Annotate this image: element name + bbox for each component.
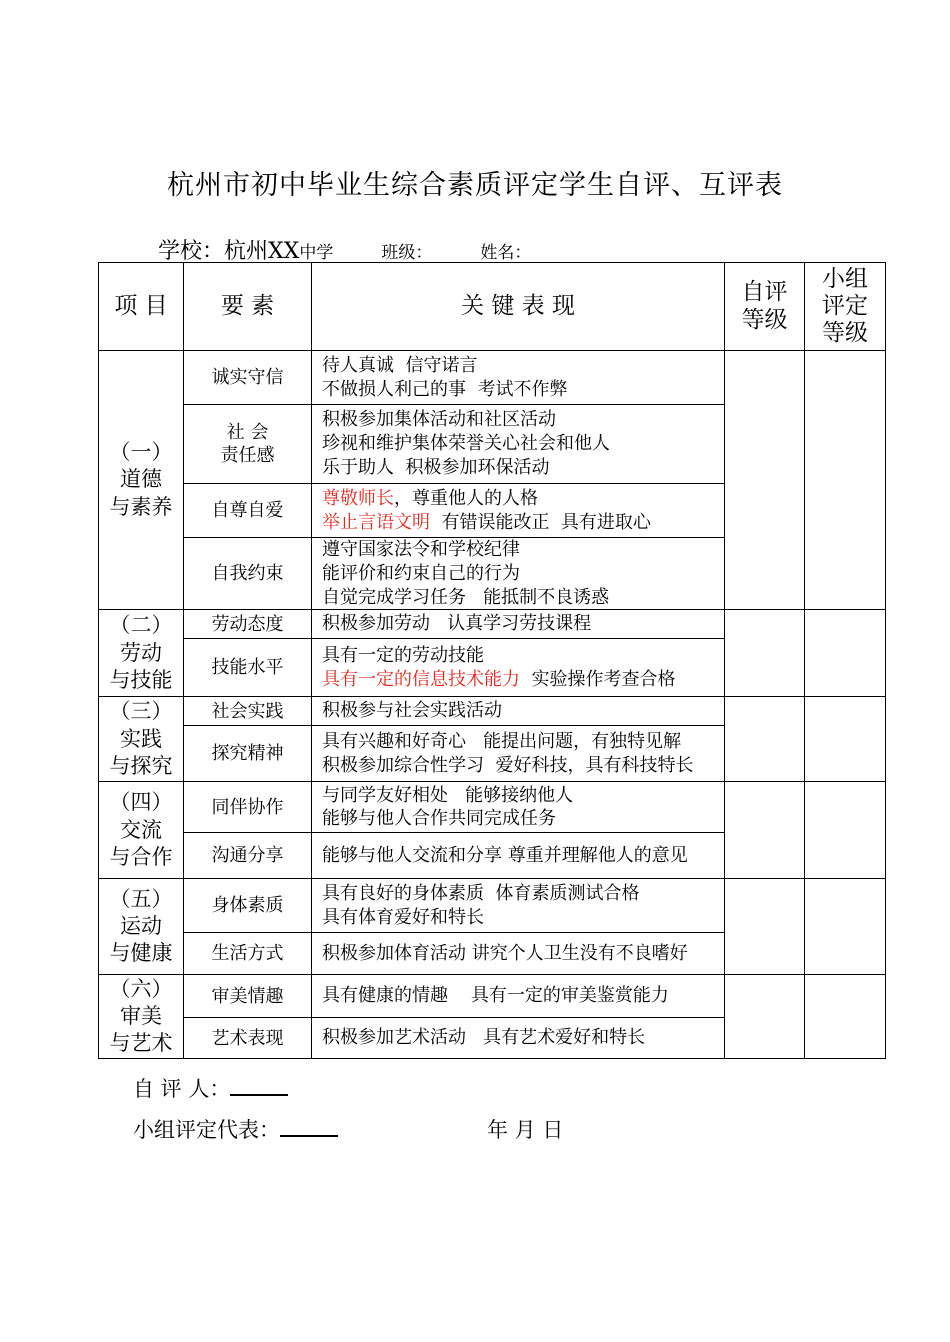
header-row: [99, 263, 886, 351]
element-cell: 自尊自爱: [184, 484, 312, 538]
performance-line: 举止言语文明 有错误能改正 具有进取心: [322, 511, 651, 533]
performance-cell: [312, 833, 725, 879]
performance-cell: [312, 782, 725, 833]
performance-line: 遵守国家法令和学校纪律: [322, 539, 520, 560]
performance-cell: [312, 484, 725, 538]
performance-line: 积极参加劳动 认真学习劳技课程: [322, 613, 592, 635]
performance-line: 具有体育爱好和特长: [322, 906, 484, 928]
school-info-line: [158, 234, 531, 265]
element-cell: 沟通分享: [184, 833, 312, 879]
header-self-grade: 自评 等级: [725, 263, 805, 351]
self-evaluator-line: [133, 1073, 288, 1103]
school-suffix: 中学: [299, 243, 334, 263]
performance-line: 具有一定的信息技术能力 实验操作考查合格: [322, 668, 676, 690]
performance-line: 具有良好的身体素质 体育素质测试合格: [322, 883, 640, 904]
group-representative-line: [133, 1114, 338, 1144]
project-cell: （二） 劳动 与技能: [99, 610, 184, 697]
project-cell: （一） 道德 与素养: [99, 351, 184, 610]
element-cell: 社 会 责任感: [184, 405, 312, 484]
performance-line: 自觉完成学习任务 能抵制不良诱惑: [322, 586, 610, 608]
class-label: 班级：: [381, 243, 433, 263]
performance-line: 能评价和约束自己的行为: [322, 562, 520, 584]
project-cell: （六） 审美 与艺术: [99, 975, 184, 1059]
performance-line: 积极参与社会实践活动: [322, 700, 502, 722]
name-label: 姓名：: [480, 243, 532, 263]
school-label: 学校：杭州: [158, 239, 269, 264]
performance-line: 积极参加集体活动和社区活动: [322, 409, 556, 431]
performance-line: 乐于助人 积极参加环保活动: [322, 456, 550, 478]
header-performance: 关 键 表 现: [312, 263, 725, 351]
performance-line: 尊敬师长，尊重他人的人格: [322, 487, 538, 509]
performance-cell: [312, 933, 725, 975]
group-grade-cell[interactable]: [805, 782, 886, 879]
element-cell: 身体素质: [184, 879, 312, 933]
self-grade-cell[interactable]: [725, 879, 805, 975]
performance-cell: [312, 610, 725, 639]
self-evaluator-blank[interactable]: [230, 1076, 288, 1096]
school-xx: XX: [268, 239, 300, 264]
self-grade-cell[interactable]: [725, 782, 805, 879]
performance-line: 积极参加体育活动 讲究个人卫生没有不良嗜好: [322, 942, 688, 964]
header-element: 要 素: [184, 263, 312, 351]
performance-line: 能够与他人合作共同完成任务: [322, 808, 556, 830]
element-cell: 同伴协作: [184, 782, 312, 833]
self-grade-cell[interactable]: [725, 697, 805, 782]
performance-cell: [312, 538, 725, 610]
table-row: [99, 351, 886, 405]
performance-cell: [312, 1018, 725, 1059]
table-row: [99, 782, 886, 833]
element-cell: 探究精神: [184, 726, 312, 782]
table-row: [99, 975, 886, 1018]
element-cell: 自我约束: [184, 538, 312, 610]
element-cell: 劳动态度: [184, 610, 312, 639]
self-grade-cell[interactable]: [725, 975, 805, 1059]
performance-cell: [312, 639, 725, 697]
performance-line: 具有健康的情趣 具有一定的审美鉴赏能力: [322, 985, 669, 1007]
performance-line: 具有一定的劳动技能: [322, 645, 484, 666]
table-row: [99, 879, 886, 933]
group-grade-cell[interactable]: [805, 975, 886, 1059]
performance-line: 与同学友好相处 能够接纳他人: [322, 784, 574, 806]
group-grade-cell[interactable]: [805, 351, 886, 610]
performance-line: 积极参加艺术活动 具有艺术爱好和特长: [322, 1027, 646, 1049]
performance-cell: [312, 405, 725, 484]
performance-line: 能够与他人交流和分享 尊重并理解他人的意见: [322, 844, 688, 866]
evaluation-table: [98, 262, 886, 1059]
self-evaluator-label: 自 评 人：: [133, 1077, 231, 1101]
project-cell: （五） 运动 与健康: [99, 879, 184, 975]
group-grade-cell[interactable]: [805, 610, 886, 697]
element-cell: 艺术表现: [184, 1018, 312, 1059]
self-grade-cell[interactable]: [725, 610, 805, 697]
element-cell: 生活方式: [184, 933, 312, 975]
table-row: [99, 610, 886, 639]
performance-line: 积极参加综合性学习 爱好科技，具有科技特长: [322, 754, 694, 776]
date-line: 年 月 日: [487, 1118, 564, 1142]
performance-line: 不做损人利己的事 考试不作弊: [322, 378, 568, 400]
performance-line: 具有兴趣和好奇心 能提出问题，有独特见解: [322, 731, 682, 752]
project-cell: （三） 实践 与探究: [99, 697, 184, 782]
self-grade-cell[interactable]: [725, 351, 805, 610]
performance-cell: [312, 726, 725, 782]
page-title: 杭州市初中毕业生综合素质评定学生自评、互评表: [167, 170, 783, 201]
performance-line: 珍视和维护集体荣誉关心社会和他人: [322, 433, 610, 455]
element-cell: 审美情趣: [184, 975, 312, 1018]
performance-cell: [312, 879, 725, 933]
performance-cell: [312, 975, 725, 1018]
group-representative-blank[interactable]: [280, 1117, 338, 1137]
project-cell: （四） 交流 与合作: [99, 782, 184, 879]
performance-line: 待人真诚 信守诺言: [322, 354, 478, 376]
group-representative-label: 小组评定代表：: [133, 1118, 280, 1142]
header-group-grade: 小组 评定 等级: [805, 263, 886, 351]
table-row: [99, 697, 886, 726]
group-grade-cell[interactable]: [805, 879, 886, 975]
performance-cell: [312, 697, 725, 726]
element-cell: 社会实践: [184, 697, 312, 726]
header-project: 项 目: [99, 263, 184, 351]
element-cell: 诚实守信: [184, 351, 312, 405]
element-cell: 技能水平: [184, 639, 312, 697]
performance-cell: [312, 351, 725, 405]
group-grade-cell[interactable]: [805, 697, 886, 782]
